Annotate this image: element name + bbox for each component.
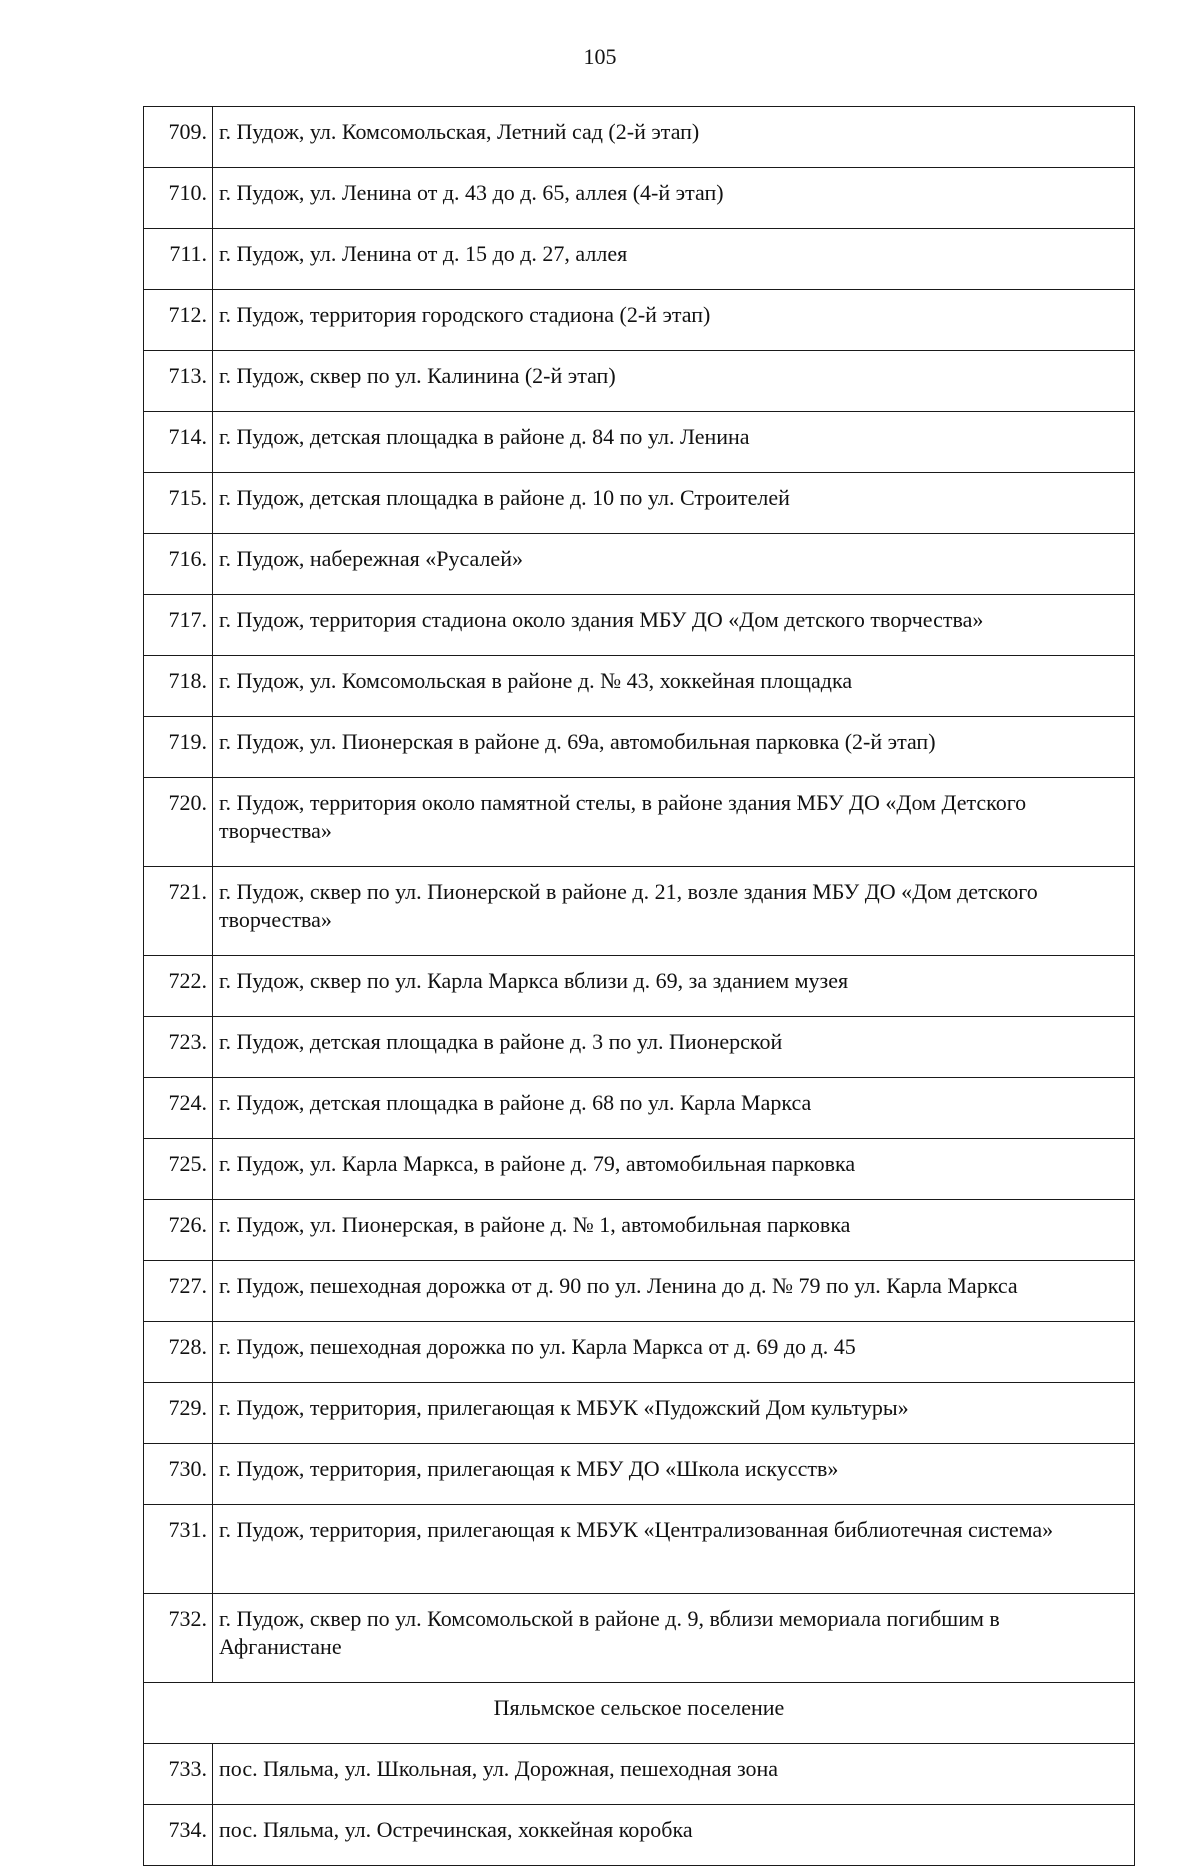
row-number: 726. [144, 1200, 213, 1261]
objects-table [143, 106, 1135, 1866]
row-number: 729. [144, 1383, 213, 1444]
row-number: 730. [144, 1444, 213, 1505]
row-address: г. Пудож, пешеходная дорожка по ул. Карла Маркса от д. 69 до д. 45 [213, 1322, 1135, 1383]
table-row [144, 1261, 1135, 1322]
row-address: г. Пудож, ул. Ленина от д. 43 до д. 65, аллея (4-й этап) [213, 168, 1135, 229]
row-number: 731. [144, 1505, 213, 1594]
row-address: г. Пудож, территория, прилегающая к МБУК «Централизованная библиотечная система» [213, 1505, 1135, 1594]
row-address: г. Пудож, территория, прилегающая к МБУ ДО «Школа искусств» [213, 1444, 1135, 1505]
row-address: г. Пудож, ул. Комсомольская в районе д. № 43, хоккейная площадка [213, 656, 1135, 717]
row-number: 732. [144, 1594, 213, 1683]
table-row [144, 595, 1135, 656]
table-row [144, 168, 1135, 229]
table-row [144, 534, 1135, 595]
row-address: г. Пудож, ул. Карла Маркса, в районе д. 79, автомобильная парковка [213, 1139, 1135, 1200]
table-row [144, 956, 1135, 1017]
section-header-row [144, 1683, 1135, 1744]
table-row [144, 1805, 1135, 1866]
table-row [144, 717, 1135, 778]
row-number: 712. [144, 290, 213, 351]
table-row [144, 1078, 1135, 1139]
table-row [144, 290, 1135, 351]
row-number: 709. [144, 107, 213, 168]
row-address: г. Пудож, территория, прилегающая к МБУК «Пудожский Дом культуры» [213, 1383, 1135, 1444]
page-number: 105 [583, 44, 617, 69]
table-row [144, 1200, 1135, 1261]
row-address: г. Пудож, сквер по ул. Карла Маркса вблизи д. 69, за зданием музея [213, 956, 1135, 1017]
row-address: г. Пудож, ул. Комсомольская, Летний сад (2-й этап) [213, 107, 1135, 168]
row-number: 710. [144, 168, 213, 229]
row-number: 733. [144, 1744, 213, 1805]
row-address: г. Пудож, сквер по ул. Комсомольской в районе д. 9, вблизи мемориала погибшим в Афганистане [213, 1594, 1135, 1683]
row-number: 724. [144, 1078, 213, 1139]
row-address: г. Пудож, территория городского стадиона (2-й этап) [213, 290, 1135, 351]
row-number: 716. [144, 534, 213, 595]
row-address: г. Пудож, детская площадка в районе д. 68 по ул. Карла Маркса [213, 1078, 1135, 1139]
row-address: г. Пудож, детская площадка в районе д. 10 по ул. Строителей [213, 473, 1135, 534]
row-address: г. Пудож, ул. Ленина от д. 15 до д. 27, аллея [213, 229, 1135, 290]
row-address: г. Пудож, ул. Пионерская, в районе д. № 1, автомобильная парковка [213, 1200, 1135, 1261]
row-number: 727. [144, 1261, 213, 1322]
table-row [144, 1139, 1135, 1200]
table-row [144, 412, 1135, 473]
objects-table-body [144, 107, 1135, 1866]
row-address: пос. Пяльма, ул. Школьная, ул. Дорожная, пешеходная зона [213, 1744, 1135, 1805]
row-number: 713. [144, 351, 213, 412]
table-row [144, 778, 1135, 867]
row-number: 719. [144, 717, 213, 778]
table-row [144, 107, 1135, 168]
row-address: г. Пудож, набережная «Русалей» [213, 534, 1135, 595]
table-row [144, 1383, 1135, 1444]
row-address: г. Пудож, пешеходная дорожка от д. 90 по ул. Ленина до д. № 79 по ул. Карла Маркса [213, 1261, 1135, 1322]
table-row [144, 656, 1135, 717]
table-row [144, 1017, 1135, 1078]
row-address: г. Пудож, ул. Пионерская в районе д. 69а, автомобильная парковка (2-й этап) [213, 717, 1135, 778]
row-number: 714. [144, 412, 213, 473]
section-title: Пяльмское сельское поселение [144, 1683, 1135, 1744]
row-number: 734. [144, 1805, 213, 1866]
row-number: 718. [144, 656, 213, 717]
table-row [144, 1444, 1135, 1505]
table-row [144, 1322, 1135, 1383]
row-number: 717. [144, 595, 213, 656]
row-address: г. Пудож, территория около памятной стелы, в районе здания МБУ ДО «Дом Детского творчества» [213, 778, 1135, 867]
row-number: 728. [144, 1322, 213, 1383]
row-number: 721. [144, 867, 213, 956]
row-number: 715. [144, 473, 213, 534]
table-row [144, 867, 1135, 956]
row-number: 720. [144, 778, 213, 867]
row-address: г. Пудож, сквер по ул. Калинина (2-й этап) [213, 351, 1135, 412]
row-address: г. Пудож, детская площадка в районе д. 3 по ул. Пионерской [213, 1017, 1135, 1078]
table-row [144, 473, 1135, 534]
row-number: 711. [144, 229, 213, 290]
row-address: пос. Пяльма, ул. Остречинская, хоккейная коробка [213, 1805, 1135, 1866]
table-row [144, 351, 1135, 412]
row-number: 722. [144, 956, 213, 1017]
row-address: г. Пудож, детская площадка в районе д. 84 по ул. Ленина [213, 412, 1135, 473]
table-row [144, 1744, 1135, 1805]
table-row [144, 1594, 1135, 1683]
table-row [144, 229, 1135, 290]
row-number: 725. [144, 1139, 213, 1200]
row-address: г. Пудож, территория стадиона около здания МБУ ДО «Дом детского творчества» [213, 595, 1135, 656]
table-row [144, 1505, 1135, 1594]
row-number: 723. [144, 1017, 213, 1078]
row-address: г. Пудож, сквер по ул. Пионерской в районе д. 21, возле здания МБУ ДО «Дом детского творчества» [213, 867, 1135, 956]
